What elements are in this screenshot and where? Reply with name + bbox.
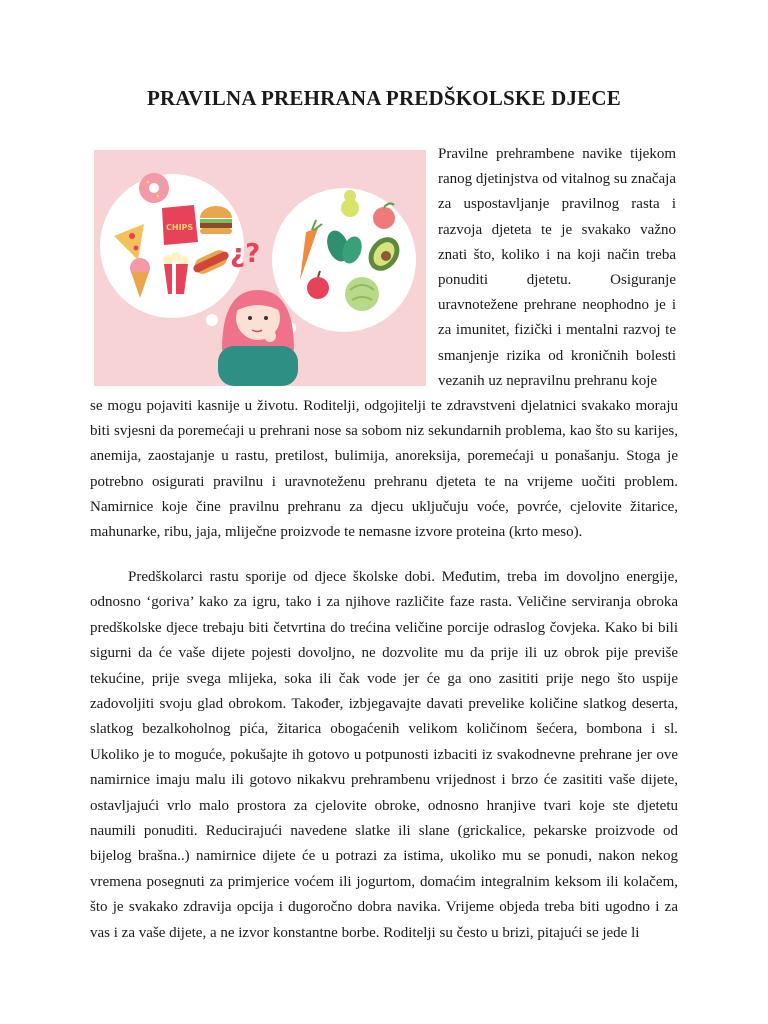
bubble-tail-small xyxy=(206,314,218,326)
second-paragraph: Predškolarci rastu sporije od djece školske dobi. Međutim, treba im dovoljno energije, odnosno ‘goriva’ kako za igru, tako i za njihove različite faze rasta. Veličine serviranja obroka predškolske djece trebaju biti četvrtina do trećina veličine porcije odraslog čovjeka. Kako bi bili sigurni da će vaše dijete pojesti dovoljno, ne dozvolite mu da prije ili uz obrok pije previše tekućine, prije svega mlijeka, soka ili čak vode jer će ga ono zasititi prije nego što uspije zadovoljiti svoju glad obrokom. Također, izbjegavajte davati prevelike količine slatkog deserta, slatkog bezalkoholnog pića, žitarica obogaćenih velikom količinom šećera, bombona i sl. Ukoliko je to moguće, pokušajte ih gotovo u potpunosti izbaciti iz svakodnevne prehrane jer ove namirnice imaju malu ili gotovo nikakvu prehrambenu vrijednost i brzo će zasititi vaše dijete, ostavljajući vrlo malo prostora za cjelovite obroke, odnosno hranjive tvari koje ste djetetu naumili ponuditi. Reducirajući navedene slatke ili slane (grickalice, pekarske proizvode od bijelog brašna..) namirnice dijete će u potrazi za istima, ukoliko mu se ponudi, nakon nekog vremena posegnuti za primjerice voćem ili jogurtom, domaćim integralnim keksom ili kolačem, što je svakako zdravija opcija i dugoročno dobra navika. Vrijeme objeda treba biti ugodno i za vas i za vaše dijete, a ne izvor konstantne borbe. Roditelji su često u brizi, pitajući se jede li xyxy=(90,569,678,941)
page-title: PRAVILNA PREHRANA PREDŠKOLSKE DJECE xyxy=(147,86,621,110)
svg-text:¿?: ¿? xyxy=(230,239,261,269)
cabbage-icon xyxy=(345,277,379,311)
donut-icon xyxy=(139,173,169,203)
intro-paragraph-continued: se mogu pojaviti kasnije u životu. Roditelji, odgojitelji te zdravstveni djelatnici svakako moraju biti svjesni da poremećaji u prehrani nose sa sobom niz sekundarnih problema, kao što su karijes, anemija, zaostajanje u rastu, pretilost, bulimija, anoreksija, poremećaji u ponašanju. Stoga je potrebno osigurati pravilnu i uravnoteženu prehranu djeteta te na vrijeme uočiti problem. Namirnice koje čine pravilnu prehranu za djecu uključuju voće, povrće, cjelovite žitarice, mahunarke, ribu, jaja, mliječne proizvode te nemasne izvore proteina (krto meso). xyxy=(90,398,678,541)
illustration-svg xyxy=(94,150,426,386)
intro-paragraph-wrapped: Pravilne prehrambene navike tijekom ranog djetinjstva od vitalnog su značaja za uspostavljanje pravilnog rasta i razvoja djeteta te je svakako važno znati što, koliko i na koji način treba ponuditi djetetu. Osiguranje uravnotežene prehrane neophodno je i za imunitet, fizički i mentalni razvoj te smanjenje rizika od kroničnih bolesti vezanih uz nepravilnu prehranu koje xyxy=(438,146,676,389)
thinking-girl-icon xyxy=(218,290,298,386)
svg-text:CHIPS: CHIPS xyxy=(166,223,194,232)
chips-bag-icon xyxy=(162,205,198,245)
food-choice-illustration xyxy=(94,150,426,386)
burger-icon xyxy=(200,206,232,234)
junk-food-bubble xyxy=(100,174,244,318)
